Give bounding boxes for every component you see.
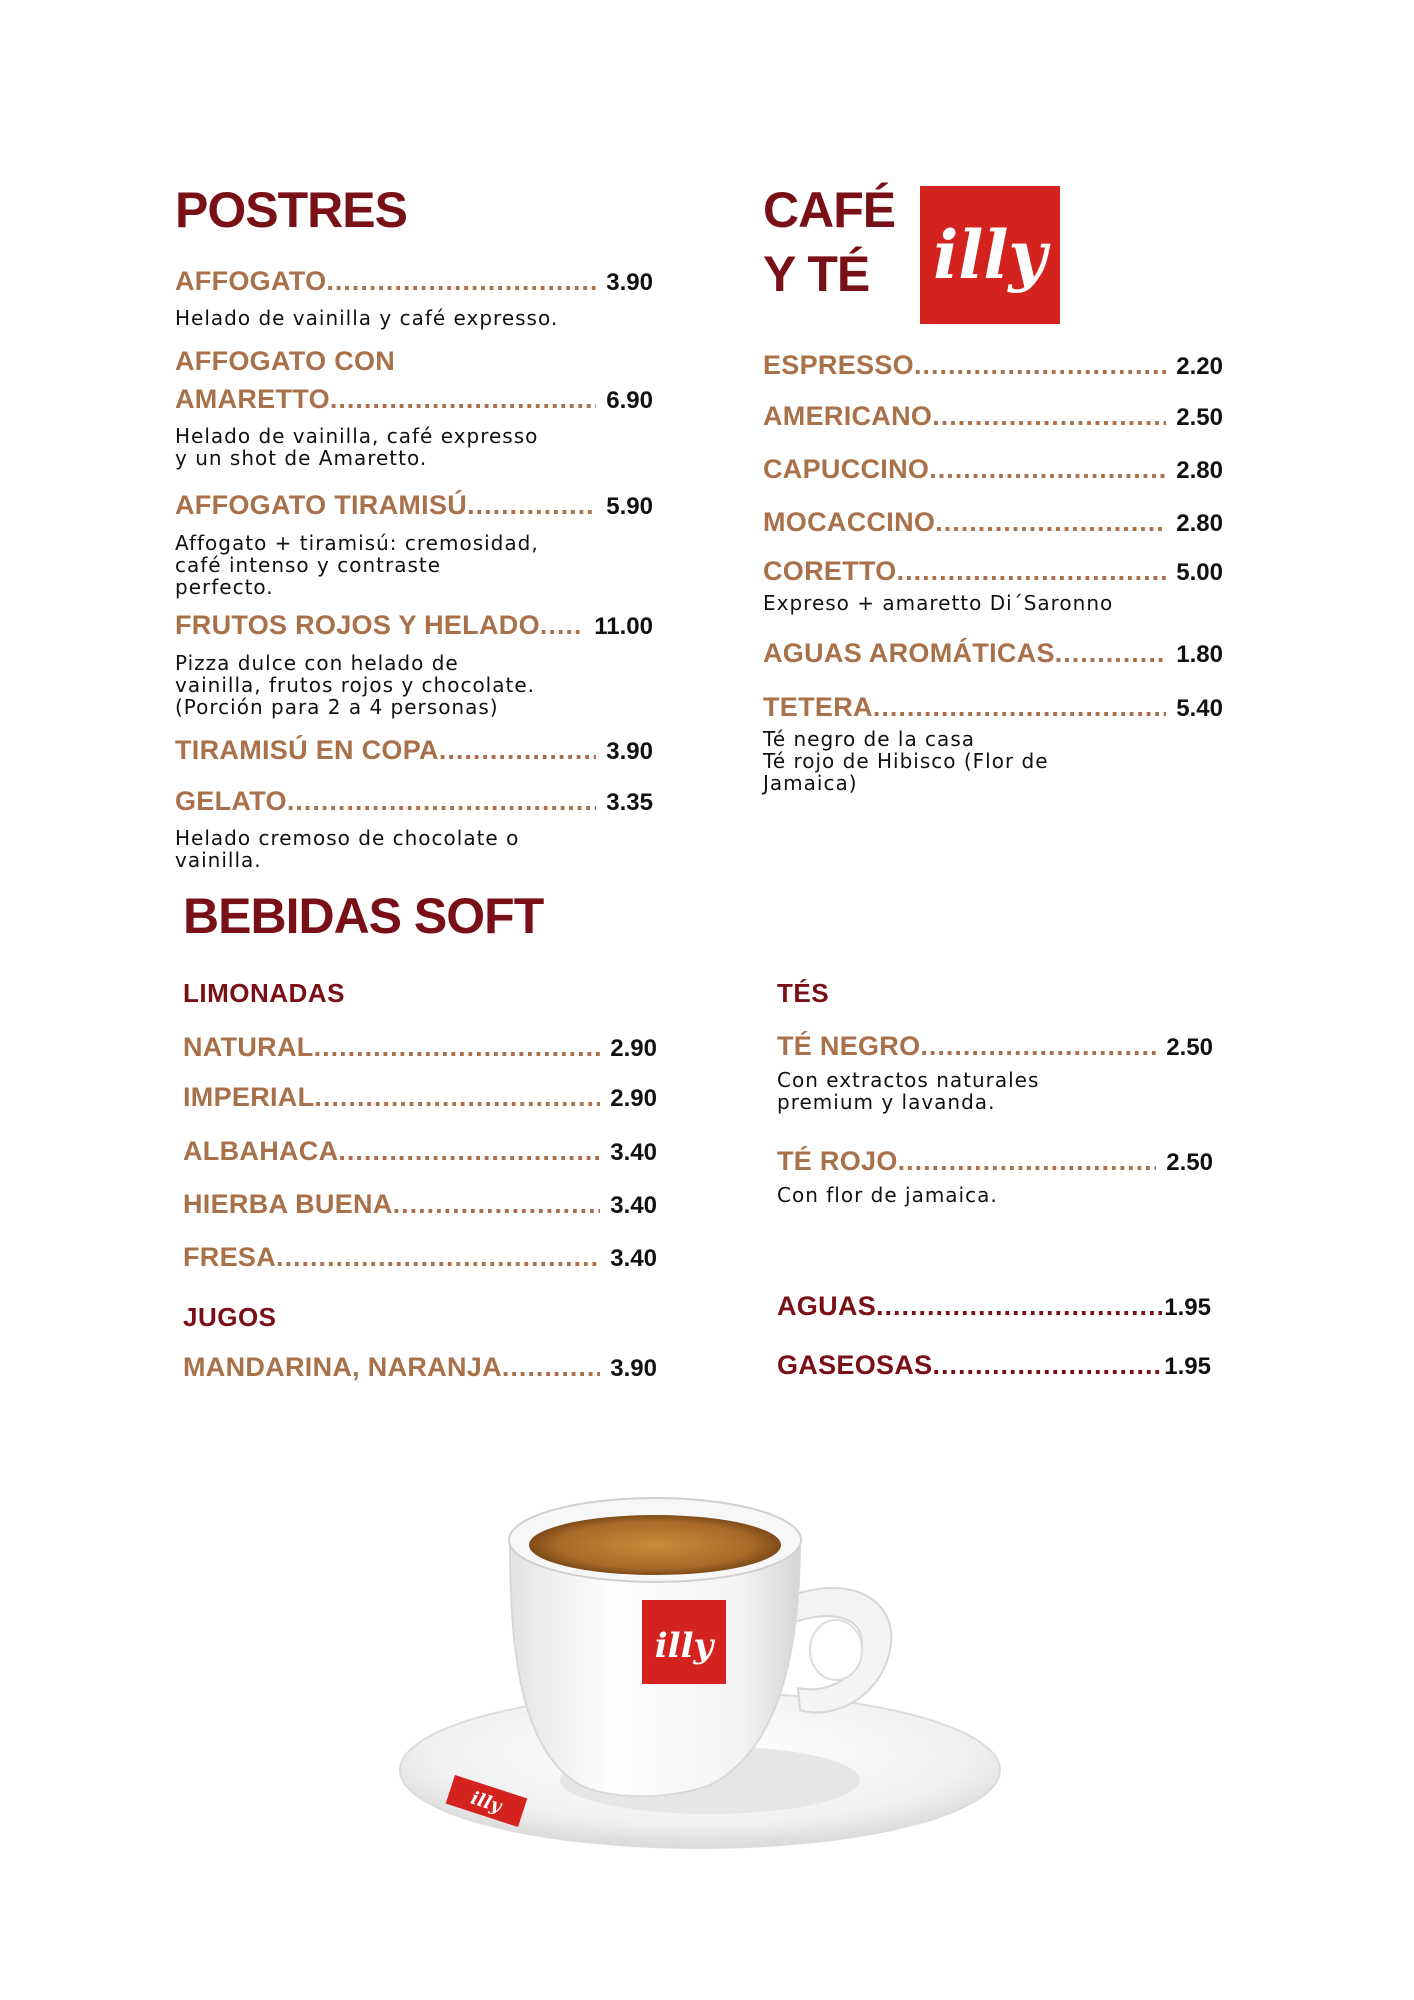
item-description: Té negro de la casa Té rojo de Hibisco (Flor de Jamaica) <box>763 727 1049 795</box>
item-name: GASEOSAS <box>777 1350 933 1380</box>
item-price: 1.95 <box>1164 1294 1211 1321</box>
item-price: 2.50 <box>1166 1034 1213 1061</box>
svg-text:illy: illy <box>654 1626 714 1666</box>
item-name: TÉ NEGRO <box>777 1031 921 1061</box>
item-name: AMERICANO <box>763 401 933 431</box>
item-name: AGUAS <box>777 1291 877 1321</box>
bebidas-title: BEBIDAS SOFT <box>183 888 544 944</box>
item-name: CAPUCCINO <box>763 454 930 484</box>
item-name: FRUTOS ROJOS Y HELADO <box>175 610 540 640</box>
jugos-title: JUGOS <box>183 1302 277 1332</box>
item-name: TÉ ROJO <box>777 1146 898 1176</box>
item-description: Helado de vainilla y café expresso. <box>175 306 559 330</box>
menu-item-americano <box>763 401 1223 432</box>
item-name: GELATO <box>175 786 287 816</box>
item-description: Affogato + tiramisú: cremosidad, café intenso y contraste perfecto. <box>175 531 539 599</box>
item-price: 2.20 <box>1176 353 1223 380</box>
item-price: 3.90 <box>610 1355 657 1382</box>
item-name: MOCACCINO <box>763 507 936 537</box>
svg-text:illy: illy <box>468 1787 505 1818</box>
menu-item-espresso <box>763 350 1223 381</box>
coffee-cup-image <box>380 1450 1020 1850</box>
illy-logo <box>920 186 1060 324</box>
item-price: 6.90 <box>606 387 653 414</box>
menu-item-albahaca <box>183 1136 657 1167</box>
menu-item-te-negro <box>777 1031 1213 1062</box>
item-description: Helado cremoso de chocolate o vainilla. <box>175 826 520 872</box>
item-name: FRESA <box>183 1242 277 1272</box>
menu-item-tiramisu-copa <box>175 735 653 766</box>
item-name: AMARETTO <box>175 384 330 414</box>
item-price: 3.40 <box>610 1139 657 1166</box>
menu-item-gaseosas <box>777 1350 1211 1381</box>
tes-title: TÉS <box>777 978 830 1008</box>
item-price: 2.50 <box>1166 1149 1213 1176</box>
item-price: 11.00 <box>594 613 653 640</box>
item-name: TETERA <box>763 692 873 722</box>
item-name: IMPERIAL <box>183 1082 315 1112</box>
item-description: Con extractos naturales premium y lavanda. <box>777 1068 1040 1114</box>
menu-item-te-rojo <box>777 1146 1213 1177</box>
item-price: 2.50 <box>1176 404 1223 431</box>
menu-item-mocaccino <box>763 507 1223 538</box>
item-price: 3.40 <box>610 1192 657 1219</box>
item-name: TIRAMISÚ EN COPA <box>175 735 439 765</box>
item-price: 3.90 <box>606 738 653 765</box>
item-price: 2.90 <box>610 1085 657 1112</box>
item-price: 3.35 <box>606 789 653 816</box>
item-price: 3.40 <box>610 1245 657 1272</box>
cafe-title-line2: Y TÉ <box>763 246 870 302</box>
illy-logo-text: illy <box>933 216 1047 294</box>
limonadas-title: LIMONADAS <box>183 978 345 1008</box>
menu-item-aguas-aromaticas <box>763 638 1223 669</box>
item-name: HIERBA BUENA <box>183 1189 393 1219</box>
menu-item-capuccino <box>763 454 1223 485</box>
item-name: CORETTO <box>763 556 897 586</box>
item-price: 5.90 <box>606 493 653 520</box>
menu-item-affogato-tiramisu <box>175 490 653 521</box>
item-name: AGUAS AROMÁTICAS <box>763 638 1055 668</box>
menu-item-coretto <box>763 556 1223 587</box>
menu-item-tetera <box>763 692 1223 723</box>
item-price: 2.80 <box>1176 510 1223 537</box>
item-price: 1.95 <box>1164 1353 1211 1380</box>
item-name: NATURAL <box>183 1032 314 1062</box>
item-price: 2.90 <box>610 1035 657 1062</box>
item-price: 3.90 <box>606 269 653 296</box>
item-description: Con flor de jamaica. <box>777 1183 998 1207</box>
item-price: 5.00 <box>1176 559 1223 586</box>
menu-item-affogato-amaretto <box>175 384 653 415</box>
cafe-title-line1: CAFÉ <box>763 182 896 238</box>
item-name: MANDARINA, NARANJA <box>183 1352 502 1382</box>
postres-title: POSTRES <box>175 182 407 238</box>
menu-item-mandarina-naranja <box>183 1352 657 1383</box>
item-name: ESPRESSO <box>763 350 914 380</box>
item-name: AFFOGATO TIRAMISÚ <box>175 490 468 520</box>
item-price: 2.80 <box>1176 457 1223 484</box>
menu-item-natural <box>183 1032 657 1063</box>
item-description: Pizza dulce con helado de vainilla, frutos rojos y chocolate. (Porción para 2 a 4 personas) <box>175 651 535 719</box>
menu-item-gelato <box>175 786 653 817</box>
menu-item-frutos-rojos <box>175 610 653 641</box>
item-price: 5.40 <box>1176 695 1223 722</box>
item-name: ALBAHACA <box>183 1136 339 1166</box>
item-name: AFFOGATO <box>175 266 327 296</box>
menu-item-affogato <box>175 266 653 297</box>
item-price: 1.80 <box>1176 641 1223 668</box>
menu-item-hierba-buena <box>183 1189 657 1220</box>
item-description: Expreso + amaretto Di´Saronno <box>763 591 1114 615</box>
item-description: Helado de vainilla, café expresso y un shot de Amaretto. <box>175 424 539 470</box>
menu-item-fresa <box>183 1242 657 1273</box>
menu-item-imperial <box>183 1082 657 1113</box>
item-name-line1: AFFOGATO CON <box>175 346 396 376</box>
menu-item-aguas <box>777 1291 1211 1322</box>
